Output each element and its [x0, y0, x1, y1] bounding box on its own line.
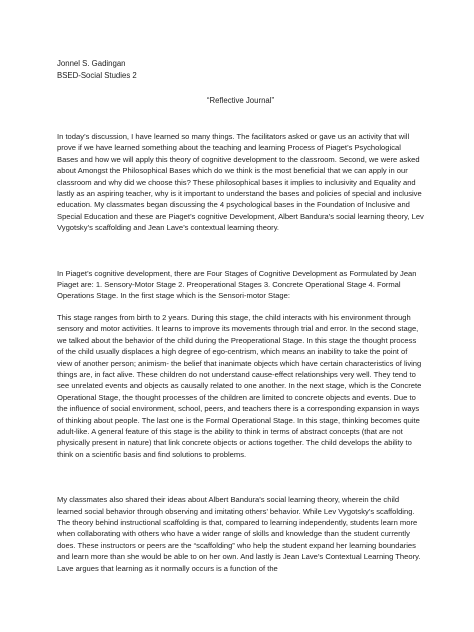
course-name: BSED-Social Studies 2	[57, 71, 137, 80]
paragraph-piaget-stages: In Piaget’s cognitive development, there are Four Stages of Cognitive Development as Formulated by Jean Piaget are: 1. Sensory-Motor Stage 2. Preoperational Stages 3. Concrete Operational Stage 4. Formal Operations Stage. In the first stage which is the Sensori-motor Stage:	[57, 268, 417, 301]
paragraph-stage-details: This stage ranges from birth to 2 years. During this stage, the child interacts with his environment through sensory and motor activities. It learns to improve its movements through trial and error. In the second stage, we talked about the behavior of the child during the Preoperational Stage. In this stage the thought process of the child usually displaces a high degree of ego-centrism, which means an inability to take the point of view of another person; animism- the belief that inanimate objects which have certain characteristics of living things are, in fact alive. These children do not understand cause-effect relationships very well. They tend to see unrelated events and objects as causally related to one another. In the next stage, which is the Concrete Operational Stage, the thought processes of the children are limited to concrete objects and events. Due to the influence of social environment, school, peers, and teachers there is a corresponding expansion in ways of thinking about people. The last one is the Formal Operational Stage. In this stage, thinking becomes quite adult-like. A general feature of this stage is the ability to think in terms of abstract concepts (that are not physically present in nature) that link concrete objects or actions together. The child develops the ability to think on a scientific basis and find solutions to problems.	[57, 312, 422, 459]
paragraph-spacer	[57, 460, 424, 494]
paragraph-spacer	[57, 302, 424, 312]
paragraph-spacer	[57, 234, 424, 268]
paragraph-introduction: In today’s discussion, I have learned so many things. The facilitators asked or gave us an activity that will prove if we have learned something about the teaching and learning Process of Piaget’s Psychological Bases and how we will apply this theory of cognitive development to the classroom. Second, we were asked about Amongst the Philosophical Bases which do we think is the most beneficial that we can apply in our classroom and why did we choose this? These philosophical bases it implies to inclusivity and Equality and lastly as an aspiring teacher, why is it important to understand the bases and policies of special and inclusive education. My classmates began discussing the 4 psychological bases in the Foundation of Inclusive and Special Education and these are Piaget’s cognitive Development, Albert Bandura’s social learning theory, Lev Vygotsky’s scaffolding and Jean Lave’s contextual learning theory.	[57, 132, 424, 233]
paragraph-bandura-vygotsky: My classmates also shared their ideas about Albert Bandura’s social learning theory, wherein the child learned social behavior through observing and imitating others’ behavior. While Lev Vygotsky’s scaffolding. The theory behind instructional scaffolding is that, compared to learning independently, students learn more when collaborating with others who have a wider range of skills and knowledge than the student currently does. These instructors or peers are the “scaffolding” who help the student expand her learning boundaries and learn more than she would be able to on her own. And lastly is Jean Lave’s Contextual Learning Theory. Lave argues that learning as it normally occurs is a function of the	[57, 495, 421, 573]
document-title: “Reflective Journal”	[206, 96, 275, 105]
author-name: Jonnel S. Gadingan	[57, 59, 126, 68]
